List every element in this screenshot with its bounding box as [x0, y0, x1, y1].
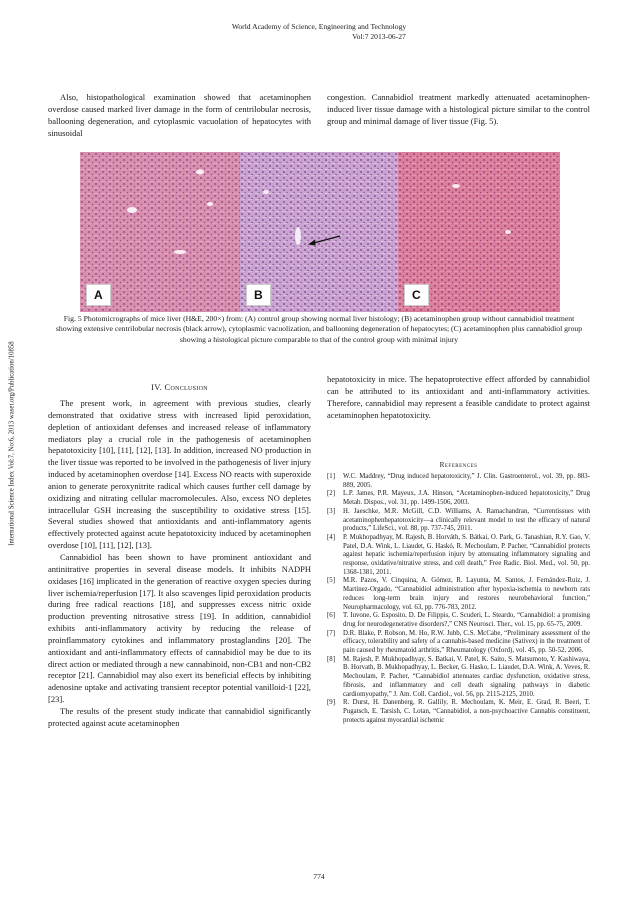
conclusion-body [48, 398, 311, 730]
ref-number: [7] [327, 629, 335, 637]
ref-number: [5] [327, 577, 335, 585]
ref-text: T. Iuvone, G. Esposito, D. De Filippis, C. Scuderi, L. Steardo, “Cannabidiol: a promising drug for neurodegenerative disorders?,” CNS Neurosci. Ther., vol. 15, pp. 65-75, 2009. [343, 612, 590, 628]
ref-text: M. Rajesh, P. Mukhopadhyay, S. Batkai, V. Patel, K. Saito, S. Matsumoto, Y. Kashiwaya, B. Horvath, B. Mukhopadhyay, L. Becker, G. Hasko, L. Liaudet, D.A. Wink, A. Veves, R. Mechoulam, P. Pacher, “Cannabidiol attenuates cardiac dysfunction, oxidative stress, fibrosis, and inflammatory and cell death signaling pathways in diabetic cardiomyopathy,” J. Am. Coll. Cardiol., vol. 56, pp. 2115-2125, 2010. [343, 655, 590, 698]
side-label [6, 310, 18, 590]
side-label-text: International Science Index Vol:7, No:6, 2013 waset.org/Publication/10858 [8, 341, 16, 546]
reference-item [327, 699, 590, 725]
ref-number: [1] [327, 473, 335, 480]
ref-number: [9] [327, 699, 335, 707]
ref-text: R. Durst, H. Danenberg, R. Gallily, R. Mechoulam, K. Meir, E. Grad, R. Beeri, T. Pugatsch, E. Tarsish, C. Lotan, “Cannabidiol, a non-psychoactive Cannabis constituent, protects against myocardial ischemic [343, 699, 590, 724]
volume-date: Vol:7 2013-06-27 [352, 32, 406, 41]
paragraph: Also, histopathological examination showed that acetaminophen overdose caused marked liver damage in the form of centrilobular necrosis, ballooning degeneration, and cytoplasmic vacuolation of hepatocytes with sinusoidal [48, 92, 311, 138]
paragraph: hepatotoxicity in mice. The hepatoprotective effect afforded by cannabidiol can be attributed to its antioxidant and anti-inflammatory activities. Therefore, cannabidiol may represent a feasible candidate to protect against acetaminophen hepatotoxicity. [327, 374, 590, 420]
section-heading [48, 382, 311, 392]
ref-text: D.R. Blake, P. Robson, M. Ho, R.W. Jubb, C.S. McCabe, “Preliminary assessment of the efficacy, tolerability and safety of a cannabis-based medicine (Sativex) in the treatment of pain caused by rheumatoid arthritis,” Rheumatology (Oxford), vol. 45, pp. 50-52, 2006. [343, 629, 590, 655]
ref-number: [2] [327, 490, 335, 498]
reference-item [327, 612, 590, 629]
page-number: 774 [313, 872, 325, 881]
right-conclusion [327, 374, 590, 421]
references-heading: References [439, 461, 478, 469]
ref-text: W.C. Maddrey, “Drug induced hepatotoxicity,” J. Clin. Gastroenterol., vol. 39, pp. 883-889, 2005. [343, 473, 590, 489]
top-left-paragraph [48, 92, 311, 139]
paragraph: The results of the present study indicate that cannabidiol significantly protected against acute acetaminophen [48, 705, 311, 728]
ref-number: [3] [327, 507, 335, 515]
figure-panel-a [80, 152, 240, 312]
ref-text: H. Jaeschke, M.R. McGill, C.D. Williams, A. Ramachandran, “Currentissues with acetaminophenhepatotoxicity—a clinically relevant model to test the efficacy of natural products,” LifeSci., vol. 88, pp. 737-745, 2011. [343, 507, 590, 533]
paragraph: congestion. Cannabidiol treatment markedly attenuated acetaminophen-induced liver tissue damage with a histological picture similar to the control group and minimal damage of liver tissue (Fig. 5). [327, 92, 590, 126]
ref-number: [4] [327, 533, 335, 541]
ref-number: [8] [327, 655, 335, 663]
reference-item [327, 490, 590, 507]
ref-text: L.P. James, P.R. Mayeux, J.A. Hinson, “Acetaminophen-induced hepatotoxicity,” Drug Metab. Dispos., vol. 31, pp. 1499-1506, 2003. [343, 490, 590, 507]
reference-item [327, 656, 590, 700]
figure-caption: Fig. 5 Photomicrographs of mice liver (H&E, 200×) from: (A) control group showing normal liver histology; (B) acetaminophen group without cannabidiol treatment showing extensive centrilobular necrosis (black arrow), cytoplasmic vacuolization, and ballooning degeneration of hepatocytes; (C) acetaminophen plus cannabidiol group showing a histological picture comparable to that of the control group with minimal injury [55, 314, 583, 344]
panel-label-a: A [86, 284, 111, 306]
section-title: Conclusion [164, 382, 208, 392]
panel-label-c: C [404, 284, 429, 306]
ref-number: [6] [327, 612, 335, 620]
reference-item [327, 577, 590, 612]
reference-item [327, 473, 590, 490]
figure-panel-c [398, 152, 560, 312]
paragraph: Cannabidiol has been shown to have prominent antioxidant and antinitrative properties in several disease models. It inhibits NADPH oxidases [16] implicated in the generation of reactive oxygen species during liver ischemia/reperfusion [17]. It also scavenges lipid peroxidation products during free radical reactions [18], and suppresses excess nitric oxide production preventing nitrosative stress [19]. In addition, cannabidiol exhibits anti-inflammatory activity by reducing the release of proinflammatory cytokines and inflammatory prostaglandins [20]. The antioxidant and anti-inflammatory effects of cannabidiol may be due to its direct action or mediated through a new cannabinoid, non-CB1 and non-CB2 receptor [21]. Cannabidiol may also exert its beneficial effects by inhibiting adenosine uptake and activating transient receptor potential vanilloid-1 [22], [23]. [48, 551, 311, 705]
reference-item [327, 534, 590, 578]
journal-header: World Academy of Science, Engineering and Technology [231, 22, 407, 31]
ref-text: M.R. Pazos, V. Cinquina, A. Gómez, R. Layunta, M. Santos, J. Fernández-Ruiz, J. Martínez-Orgado, “Cannabidiol administration after hypoxia-ischemia to newborn rats reduces long-term brain injury and restores neurobehavioral function,” Neuropharmacology, vol. 63, pp. 776-783, 2012. [343, 577, 590, 611]
reference-item [327, 508, 590, 534]
top-right-paragraph [327, 92, 590, 128]
reference-item [327, 630, 590, 656]
paragraph: The present work, in agreement with previous studies, clearly demonstrated that oxidative stress with increased lipid peroxidation, depletion of antioxidant defenses and increased release of inflammatory mediators play a crucial role in the pathogenesis of acetaminophen hepatotoxicity [10], [11], [12], [13]. In addition, increased NO production in the liver tissue was reported to be involved in the pathogenesis of liver injury induced by acetaminophen overdose [14]. Excess NO reacts with superoxide anion to generate peroxynitrite radical which causes further cell damage by oxidizing and nitrating cellular macromolecules. Also, excess NO depletes intracellular GSH increasing the susceptibility to oxidative stress [15]. Several studies showed that antioxidants and anti-inflammatory agents effectively protected against acute hepatotoxicity induced by acetaminophen overdose [10], [11], [12], [13]. [48, 398, 311, 551]
panel-label-b: B [246, 284, 271, 306]
ref-text: P. Mukhopadhyay, M. Rajesh, B. Horváth, S. Bátkai, O. Park, G. Tanashian, R.Y. Gao, V. Patel, D.A. Wink, L. Liaudet, G. Haskó, R. Mechoulam, P. Pacher, “Cannabidiol protects against hepatic ischemia/reperfusion injury by attenuating inflammatory signaling and response, oxidative/nitrative stress, and cell death,” Free Radic. Biol. Med., vol. 50, pp. 1368-1381, 2011. [343, 533, 590, 576]
section-number: IV. [151, 382, 163, 392]
references-list [327, 473, 590, 725]
figure-panel-b [240, 152, 398, 312]
